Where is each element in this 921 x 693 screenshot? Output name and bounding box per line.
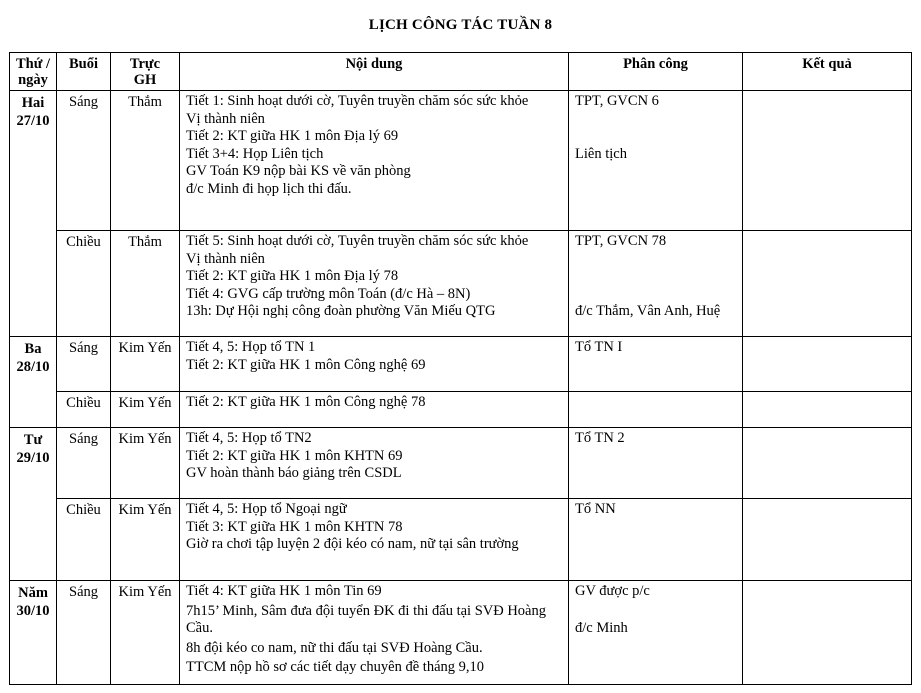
content-cell	[180, 428, 569, 499]
assignment-cell	[569, 499, 743, 581]
day-name: Ba	[24, 341, 42, 357]
result-cell	[743, 337, 912, 392]
assignment-cell	[569, 581, 743, 685]
content-line: Tiết 5: Sinh hoạt dưới cờ, Tuyên truyền chăm sóc sức khỏe	[186, 233, 529, 249]
duty-cell: Kim Yến	[111, 581, 180, 685]
header-content: Nội dung	[180, 53, 569, 91]
content-line: 7h15’ Minh, Sâm đưa đội tuyển ĐK đi thi đấu tại SVĐ Hoàng Cầu.	[186, 602, 546, 636]
schedule-row	[10, 499, 912, 581]
session-cell: Sáng	[57, 428, 111, 499]
content-line: 8h đội kéo co nam, nữ thi đấu tại SVĐ Hoàng Cầu.	[186, 639, 483, 656]
assignment-line: GV được p/c	[575, 583, 650, 599]
content-line: Tiết 2: KT giữa HK 1 môn Công nghệ 69	[186, 356, 426, 373]
session-cell: Chiều	[57, 392, 111, 428]
day-cell	[10, 91, 57, 337]
result-cell	[743, 231, 912, 337]
header-assignment: Phân công	[569, 53, 743, 91]
content-cell	[180, 337, 569, 392]
session-cell: Sáng	[57, 337, 111, 392]
content-line: Tiết 2: KT giữa HK 1 môn Địa lý 69	[186, 128, 399, 144]
session-cell: Sáng	[57, 581, 111, 685]
duty-cell: Kim Yến	[111, 499, 180, 581]
assignment-line: Liên tịch	[575, 145, 627, 162]
assignment-cell	[569, 337, 743, 392]
header-duty-line: Trực	[129, 56, 161, 72]
content-cell	[180, 392, 569, 428]
content-line: GV Toán K9 nộp bài KS về văn phòng	[186, 163, 411, 179]
content-line: Tiết 4, 5: Họp tổ TN 1	[186, 339, 316, 355]
content-line: Giờ ra chơi tập luyện 2 đội kéo có nam, nữ tại sân trường	[186, 536, 519, 552]
content-line: Tiết 4, 5: Họp tổ TN2	[186, 430, 312, 446]
content-line: Vị thành niên	[186, 110, 265, 127]
header-day-line: Thứ /	[15, 56, 51, 72]
session-cell: Sáng	[57, 91, 111, 231]
day-date: 29/10	[16, 450, 50, 466]
assignment-cell	[569, 231, 743, 337]
content-line: TTCM nộp hồ sơ các tiết dạy chuyên đề tháng 9,10	[186, 659, 485, 675]
day-date: 28/10	[16, 359, 50, 375]
assignment-cell	[569, 392, 743, 428]
content-line: Tiết 2: KT giữa HK 1 môn Địa lý 78	[186, 268, 399, 284]
result-cell	[743, 428, 912, 499]
schedule-row	[10, 231, 912, 337]
page-title: LỊCH CÔNG TÁC TUẦN 8	[368, 17, 553, 33]
content-line: Vị thành niên	[186, 250, 265, 267]
content-cell	[180, 91, 569, 231]
duty-cell: Kim Yến	[111, 392, 180, 428]
header-result: Kết quả	[743, 53, 912, 91]
day-date: 30/10	[16, 603, 50, 619]
assignment-cell	[569, 428, 743, 499]
result-cell	[743, 581, 912, 685]
assignment-line: đ/c Minh	[575, 619, 628, 636]
assignment-cell	[569, 91, 743, 231]
content-line: Tiết 4, 5: Họp tổ Ngoại ngữ	[186, 501, 347, 517]
duty-cell: Thắm	[111, 231, 180, 337]
day-cell	[10, 337, 57, 428]
duty-cell: Kim Yến	[111, 428, 180, 499]
result-cell	[743, 91, 912, 231]
content-line: Tiết 4: GVG cấp trường môn Toán (đ/c Hà – 8N)	[186, 285, 471, 302]
content-line: GV hoàn thành báo giảng trên CSDL	[186, 465, 402, 481]
assignment-line: TPT, GVCN 6	[575, 93, 659, 109]
duty-cell: Kim Yến	[111, 337, 180, 392]
assignment-line: TPT, GVCN 78	[575, 233, 667, 249]
day-name: Năm	[18, 585, 48, 601]
day-cell	[10, 581, 57, 685]
header-row	[10, 53, 912, 91]
schedule-row	[10, 91, 912, 231]
content-line: Tiết 3: KT giữa HK 1 môn KHTN 78	[186, 518, 403, 535]
result-cell	[743, 499, 912, 581]
schedule-table	[9, 52, 912, 685]
schedule-row	[10, 392, 912, 428]
assignment-line: Tổ TN I	[575, 339, 623, 355]
content-cell	[180, 581, 569, 685]
assignment-line: Tổ NN	[575, 501, 616, 517]
day-cell	[10, 428, 57, 581]
content-line: Tiết 3+4: Họp Liên tịch	[186, 145, 324, 162]
content-cell	[180, 231, 569, 337]
content-line: Tiết 1: Sinh hoạt dưới cờ, Tuyên truyền chăm sóc sức khỏe	[186, 93, 529, 109]
day-name: Hai	[21, 95, 45, 111]
schedule-row	[10, 428, 912, 499]
session-cell: Chiều	[57, 499, 111, 581]
content-line: Tiết 2: KT giữa HK 1 môn Công nghệ 78	[186, 394, 426, 410]
content-line: Tiết 4: KT giữa HK 1 môn Tin 69	[186, 583, 382, 599]
result-cell	[743, 392, 912, 428]
header-day-line: ngày	[18, 72, 48, 88]
day-name: Tư	[23, 432, 43, 448]
header-duty-line: GH	[133, 72, 157, 88]
assignment-line: đ/c Thắm, Vân Anh, Huệ	[575, 302, 721, 319]
schedule-row	[10, 581, 912, 685]
header-session: Buổi	[57, 53, 111, 91]
schedule-row	[10, 337, 912, 392]
content-line: Tiết 2: KT giữa HK 1 môn KHTN 69	[186, 447, 403, 464]
assignment-line: Tổ TN 2	[575, 430, 625, 446]
session-cell: Chiều	[57, 231, 111, 337]
content-line: 13h: Dự Hội nghị công đoàn phường Văn Miếu QTG	[186, 303, 496, 319]
header-day	[10, 53, 57, 91]
duty-cell: Thắm	[111, 91, 180, 231]
content-cell	[180, 499, 569, 581]
day-date: 27/10	[16, 113, 50, 129]
header-duty	[111, 53, 180, 91]
content-line: đ/c Minh đi họp lịch thi đấu.	[186, 180, 352, 197]
